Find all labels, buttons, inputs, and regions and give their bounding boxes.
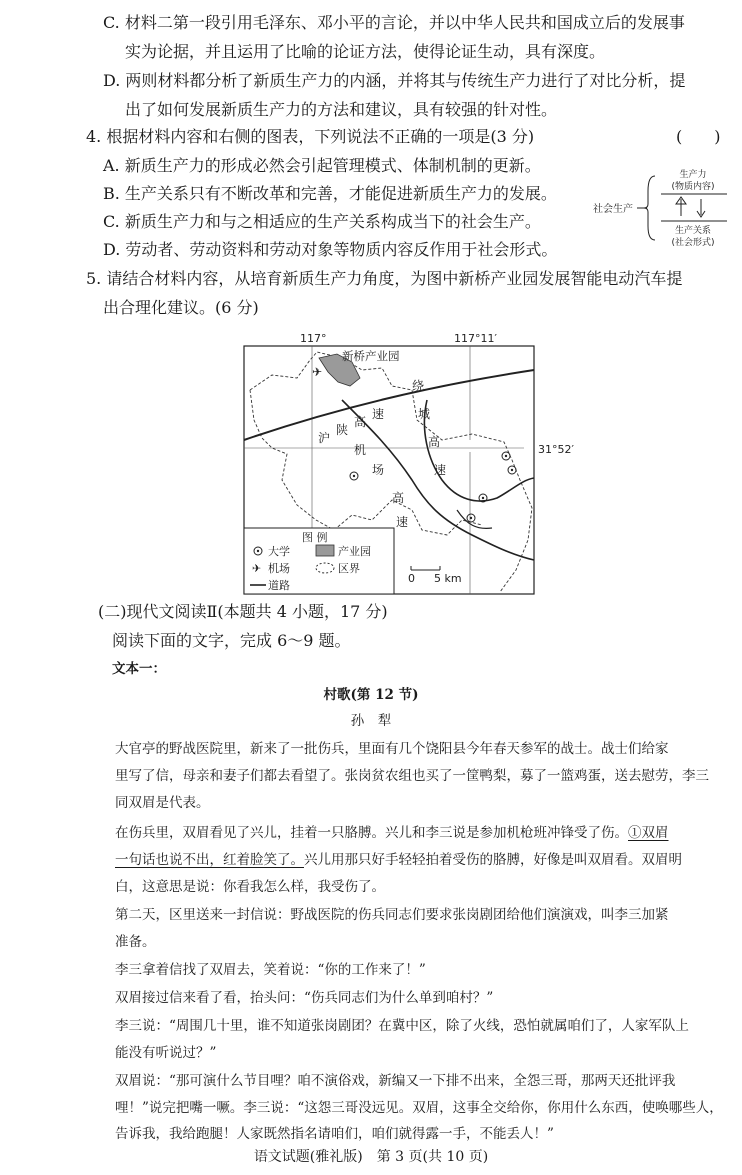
scale-label: 5 km [434,572,462,585]
section-instruction: 阅读下面的文字，完成 6～9 题。 [112,631,351,650]
story-p2-underlined-start: ①双眉 [628,825,669,841]
story-p7-line1: 双眉说：“那可演什么节目哩？咱不演俗戏，新编又一下排不出来，全怨三哥，那两天还批评我 [115,1073,676,1089]
map-figure [242,330,582,595]
university-marker-2 [502,452,510,460]
road3-char-3: 高 [428,435,441,449]
text-one-label: 文本一： [112,661,166,677]
legend-airport-icon: ✈ [252,562,262,575]
legend-park-label: 产业园 [338,545,371,558]
story-title: 村歌(第 12 节) [323,687,419,703]
story-author: 孙 犁 [350,713,392,729]
story-p1-line1: 大官亭的野战医院里，新来了一批伤兵，里面有几个饶阳县今年春天参军的战士。战士们给家 [115,741,669,757]
diagram-material-content: (物质内容) [671,182,715,192]
legend-airport-label: 机场 [268,562,290,575]
university-marker-3 [508,466,516,474]
section-title: (二)现代文阅读Ⅱ(本题共 4 小题，17 分) [98,602,388,621]
option-d-line1: D. 两则材料都分析了新质生产力的内涵，并将其与传统生产力进行了对比分析，提 [103,71,686,90]
road3-char-1: 绕 [412,379,425,393]
diagram-social-form: (社会形式) [671,238,715,248]
production-diagram [593,166,733,248]
scale-zero: 0 [408,572,415,585]
story-p2-line2 [115,850,682,870]
diagram-brace [644,176,655,240]
road2-char-3: 高 [392,491,405,505]
map-airport-marker-icon: ✈ [312,365,323,379]
diagram-productivity: 生产力 [679,170,707,180]
map-latitude: 31°52′ [538,443,574,456]
story-p7-line2: 哩！”说完把嘴一噘。李三说：“这怨三哥没远见。双眉，这事全交给你，你用什么东西，使唤哪些人， [115,1100,723,1116]
q4-option-a: A. 新质生产力的形成必然会引起管理模式、体制机制的更新。 [103,156,541,175]
q4-option-d: D. 劳动者、劳动资料和劳动对象等物质内容反作用于社会形式。 [103,240,558,259]
story-p2-line2-text: 兴儿用那只好手轻轻拍着受伤的胳膊，好像是叫双眉看。双眉明 [304,852,682,868]
story-p5: 双眉接过信来看了看，抬头问：“伤兵同志们为什么单到咱村？” [115,990,494,1006]
story-p2-underlined-end: 一句话也说不出，红着脸笑了。 [115,852,304,868]
question-4-stem: 4. 根据材料内容和右侧的图表，下列说法不正确的一项是(3 分) [86,127,535,146]
page-footer: 语文试题(雅礼版) 第 3 页(共 10 页) [253,1149,489,1165]
diagram-social-production: 社会生产 [593,204,633,215]
map-park-label: 新桥产业园 [342,349,400,363]
legend-title: 图 例 [302,531,328,544]
map-road-ring [424,400,534,501]
road2-char-2: 场 [372,463,385,477]
road1-char-4: 速 [372,407,385,421]
road1-char-3: 高 [354,415,367,429]
legend-park-swatch [316,545,334,556]
story-p2-line1 [115,823,669,843]
diagram-relations: 生产关系 [674,226,712,236]
question-5-line2: 出合理化建议。(6 分) [103,298,259,317]
legend-university-label: 大学 [268,545,290,558]
legend-boundary-label: 区界 [338,562,360,575]
story-p2-line1-text: 在伤兵里，双眉看见了兴儿，挂着一只胳膊。兴儿和李三说是参加机枪班冲锋受了伤。 [115,825,628,841]
answer-bracket: ( ) [676,127,721,146]
road3-char-4: 速 [434,463,447,477]
university-marker-5 [467,514,475,522]
story-p7-line3: 告诉我，我给跑腿！人家既然指名请咱们，咱们就得露一手，不能丢人！” [115,1126,554,1142]
map-longitude-117-11: 117°11′ [454,332,497,345]
option-c-line2: 实为论据，并且运用了比喻的论证方法，使得论证生动，具有深度。 [125,42,606,61]
option-c-line1: C. 材料二第一段引用毛泽东、邓小平的言论，并以中华人民共和国成立后的发展事 [103,13,685,32]
road2-char-1: 机 [354,443,367,457]
legend-road-label: 道路 [268,579,290,592]
road1-char-2: 陕 [336,423,349,437]
university-marker-1 [350,472,358,480]
story-p4: 李三拿着信找了双眉去，笑着说：“你的工作来了！” [115,962,426,978]
q4-option-c: C. 新质生产力和与之相适应的生产关系构成当下的社会生产。 [103,212,541,231]
story-p3-line2: 准备。 [115,934,156,950]
story-p6-line1: 李三说：“周围几十里，谁不知道张岗剧团？在冀中区，除了火线，恐怕就属咱们了，人家军队上 [115,1018,689,1034]
road3-char-2: 城 [418,407,431,421]
road2-char-4: 速 [396,515,409,529]
question-5-line1: 5. 请结合材料内容，从培育新质生产力角度，为图中新桥产业园发展智能电动汽车提 [86,269,683,288]
story-p6-line2: 能没有听说过？” [115,1045,217,1061]
map-road-hushaan [244,370,534,440]
story-p2-line3: 白，这意思是说：你看我怎么样，我受伤了。 [115,879,385,895]
road1-char-1: 沪 [318,431,331,445]
option-d-line2: 出了如何发展新质生产力的方法和建议，具有较强的针对性。 [125,100,558,119]
q4-option-b: B. 生产关系只有不断改革和完善，才能促进新质生产力的发展。 [103,184,557,203]
story-p3-line1: 第二天，区里送来一封信说：野战医院的伤兵同志们要求张岗剧团给他们演演戏，叫李三加紧 [115,907,669,923]
map-longitude-117: 117° [300,332,327,345]
story-p1-line2: 里写了信，母亲和妻子们都去看望了。张岗贫农组也买了一筐鸭梨，募了一篮鸡蛋，送去慰劳，李三 [115,768,709,784]
story-p1-line3: 同双眉是代表。 [115,795,210,811]
